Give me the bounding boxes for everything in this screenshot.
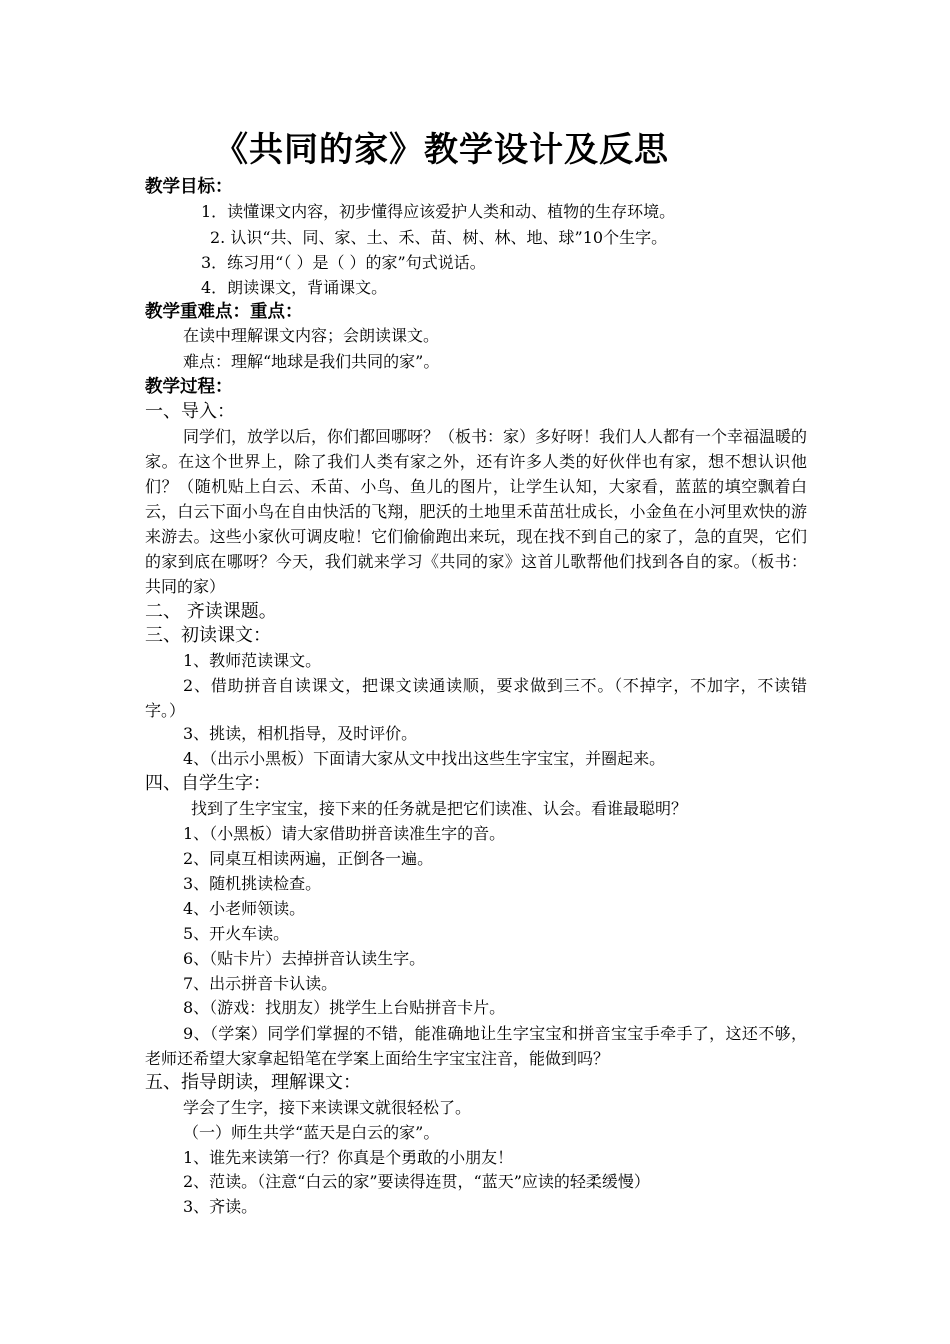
section-5-intro: 学会了生字，接下来读课文就很轻松了。 (183, 1098, 472, 1117)
document-title: 《共同的家》教学设计及反思 (214, 130, 669, 170)
key-point-text: 在读中理解课文内容；会朗读课文。 (183, 326, 440, 345)
process-heading: 教学过程： (145, 377, 233, 397)
section-3-item-3: 3、挑读，相机指导，及时评价。 (183, 724, 418, 743)
section-2-heading: 二、 齐读课题。 (145, 601, 277, 622)
section-4-intro: 找到了生字宝宝，接下来的任务就是把它们读准、认会。看谁最聪明？ (191, 799, 688, 818)
key-points-heading: 教学重难点：重点： (145, 302, 303, 322)
section-3-item-4: 4、（出示小黑板）下面请大家从文中找出这些生字宝宝，并圈起来。 (183, 749, 666, 768)
section-5-item-1: 1、谁先来读第一行？你真是个勇敢的小朋友！ (183, 1148, 514, 1167)
section-4-item-3: 3、随机挑读检查。 (183, 874, 322, 893)
section-4-heading: 四、自学生字： (145, 773, 271, 794)
section-5-item-2: 2、范读。（注意“白云的家”要读得连贯，“蓝天”应读的轻柔缓慢） (183, 1172, 650, 1191)
section-1-paragraph: 同学们，放学以后，你们都回哪呀？（板书：家）多好呀！我们人人都有一个幸福温暖的家。在这个世界上，除了我们人类有家之外，还有许多人类的好伙伴也有家，想不想认识他们？（随机贴上白云、禾苗、小鸟、鱼儿的图片，让学生认知，大家看，蓝蓝的填空飘着白云，白云下面小鸟在自由快活的飞翔，肥沃的土地里禾苗茁壮成长，小金鱼在小河里欢快的游来游去。这些小家伙可调皮啦！它们偷偷跑出来玩，现在找不到自己的家了，急的直哭，它们的家到底在哪呀？今天，我们就来学习《共同的家》这首儿歌帮他们找到各自的家。（板书：共同的家） (145, 427, 808, 596)
goal-item-1: 1．读懂课文内容，初步懂得应该爱护人类和动、植物的生存环境。 (201, 202, 676, 221)
section-4-item-4: 4、小老师领读。 (183, 899, 306, 918)
goals-heading: 教学目标： (145, 177, 233, 197)
section-4-item-5: 5、开火车读。 (183, 924, 290, 943)
section-3-item-1: 1、教师范读课文。 (183, 651, 322, 670)
section-4-item-6: 6、（贴卡片）去掉拼音认读生字。 (183, 949, 426, 968)
goal-item-2: 2. 认识“共、同、家、土、禾、苗、树、林、地、球”10个生字。 (210, 228, 668, 247)
section-3-heading: 三、初读课文： (145, 625, 271, 646)
section-5-subheading: （一）师生共学“蓝天是白云的家”。 (183, 1123, 440, 1142)
goal-item-3: 3．练习用“（ ）是（ ）的家”句式说话。 (201, 253, 486, 272)
difficulty-text: 难点：理解“地球是我们共同的家”。 (183, 352, 440, 371)
section-4-item-8: 8、（游戏：找朋友）挑学生上台贴拼音卡片。 (183, 998, 506, 1017)
section-5-item-3: 3、齐读。 (183, 1197, 258, 1216)
section-1-heading: 一、导入： (145, 401, 235, 422)
section-5-heading: 五、指导朗读，理解课文： (145, 1072, 361, 1093)
section-4-item-1: 1、（小黑板）请大家借助拼音读准生字的音。 (183, 824, 506, 843)
section-4-item-7: 7、出示拼音卡认读。 (183, 974, 338, 993)
section-3-item-2: 2、借助拼音自读课文，把课文读通读顺，要求做到三不。（不掉字，不加字，不读错字。） (145, 676, 807, 720)
section-4-item-2: 2、同桌互相读两遍，正倒各一遍。 (183, 849, 434, 868)
goal-item-4: 4．朗读课文，背诵课文。 (201, 278, 388, 297)
section-4-item-9: 9、（学案）同学们掌握的不错，能准确地让生字宝宝和拼音宝宝手牵手了，这还不够，老师还希望大家拿起铅笔在学案上面给生字宝宝注音，能做到吗？ (145, 1024, 807, 1068)
